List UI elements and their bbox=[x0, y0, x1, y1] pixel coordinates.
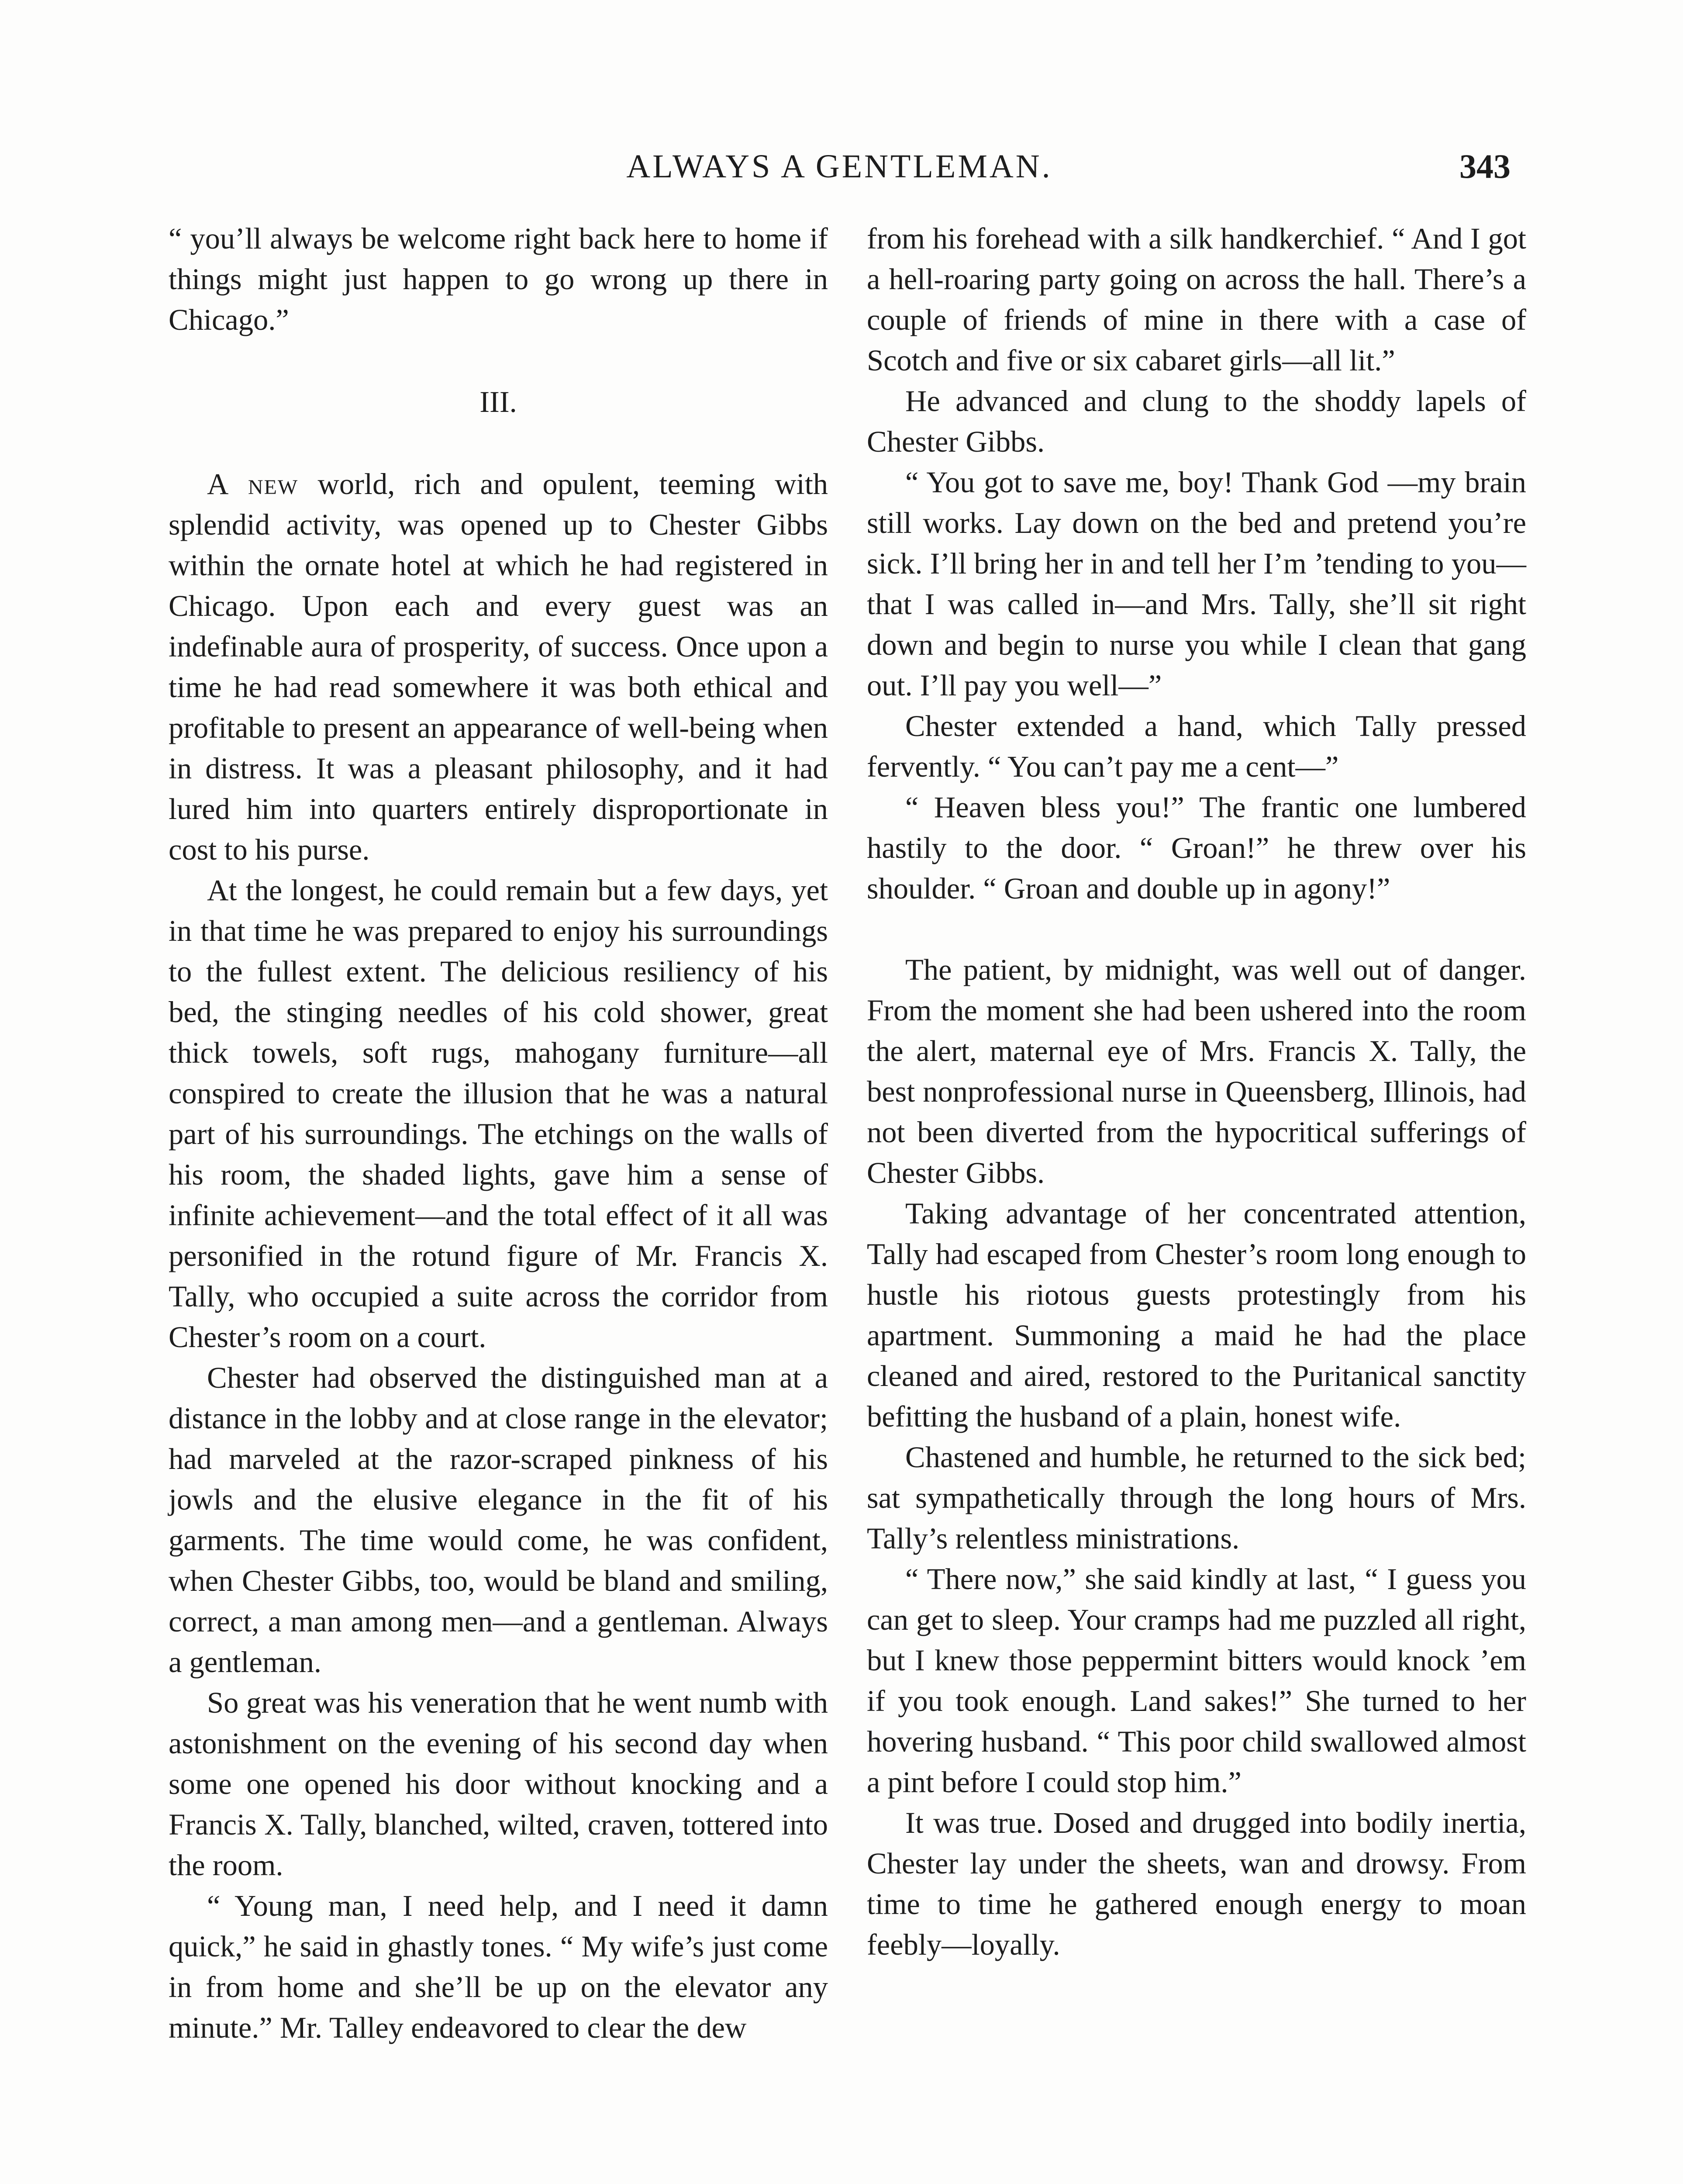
left-column bbox=[169, 218, 828, 2048]
page-number: 343 bbox=[1459, 147, 1511, 185]
paragraph-text: world, rich and opulent, teeming with splendid activity, was opened up to Chester Gibbs within the ornate hotel at which he had registered in Chicago. Upon each and every guest was an indefinable aura of prosperity, of success. Once upon a time he had read somewhere it was both ethical and profitable to present an appearance of well-being when in distress. It was a pleasant philosophy, and it had lured him into quarters entirely disproportionate in cost to his purse. bbox=[169, 467, 828, 866]
paragraph: “ Young man, I need help, and I need it damn quick,” he said in ghastly tones. “ My wife’s just come in from home and she’ll be up on the elevator any minute.” Mr. Talley endeavored to clear the dew bbox=[169, 1889, 828, 2044]
running-title: ALWAYS A GENTLEMAN. bbox=[626, 148, 1052, 185]
paragraph: Chester extended a hand, which Tally pressed fervently. “ You can’t pay me a cent—” bbox=[867, 709, 1526, 783]
paragraph: Chastened and humble, he returned to the sick bed; sat sympathetically through the long hours of Mrs. Tally’s relentless ministrations. bbox=[867, 1441, 1526, 1555]
paragraph: Taking advantage of her concentrated attention, Tally had escaped from Chester’s room long enough to hustle his riotous guests protestingly from his apartment. Summoning a maid he had the place cleaned and aired, restored to the Puritanical sanctity befitting the husband of a plain, honest wife. bbox=[867, 1197, 1526, 1433]
right-column bbox=[867, 218, 1526, 1965]
paragraph: It was true. Dosed and drugged into bodily inertia, Chester lay under the sheets, wan and drowsy. From time to time he gathered enough energy to moan feebly—loyally. bbox=[867, 1806, 1526, 1961]
paragraph: So great was his veneration that he went numb with astonishment on the evening of his second day when some one opened his door without knocking and a Francis X. Tally, blanched, wilted, craven, tottered into the room. bbox=[169, 1686, 828, 1882]
paragraph: “ Heaven bless you!” The frantic one lumbered hastily to the door. “ Groan!” he threw over his shoulder. “ Groan and double up in agony!” bbox=[867, 791, 1526, 905]
paragraph: At the longest, he could remain but a few days, yet in that time he was prepared to enjoy his surroundings to the fullest extent. The delicious resiliency of his bed, the stinging needles of his cold shower, great thick towels, soft rugs, mahogany furniture—all conspired to create the illusion that he was a natural part of his surroundings. The etchings on the walls of his room, the shaded lights, gave him a sense of infinite achievement—and the total effect of it all was personified in the rotund figure of Mr. Francis X. Tally, who occupied a suite across the corridor from Chester’s room on a court. bbox=[169, 874, 828, 1354]
paragraph bbox=[169, 464, 828, 870]
paragraph: He advanced and clung to the shoddy lapels of Chester Gibbs. bbox=[867, 384, 1526, 458]
paragraph: Chester had observed the distinguished man at a distance in the lobby and at close range in the elevator; had marveled at the razor-scraped pinkness of his jowls and the elusive elegance in the fit of his garments. The time would come, he was confident, when Chester Gibbs, too, would be bland and smiling, correct, a man among men—and a gentleman. Always a gentleman. bbox=[169, 1361, 828, 1679]
paragraph: “ you’ll always be welcome right back here to home if things might just happen to go wrong up there in Chicago.” bbox=[169, 222, 828, 336]
section-heading: III. bbox=[479, 385, 517, 418]
opening-words: A new bbox=[207, 467, 299, 501]
paragraph: “ There now,” she said kindly at last, “ I guess you can get to sleep. Your cramps had me puzzled all right, but I knew those peppermint bitters would knock ’em if you took enough. Land sakes!” She turned to her hovering husband. “ This poor child swallowed almost a pint before I could stop him.” bbox=[867, 1562, 1526, 1799]
paragraph: “ You got to save me, boy! Thank God —my brain still works. Lay down on the bed and pretend you’re sick. I’ll bring her in and tell her I’m ’tending to you—that I was called in—and Mrs. Tally, she’ll sit right down and begin to nurse you while I clean that gang out. I’ll pay you well—” bbox=[867, 466, 1526, 702]
paragraph: from his forehead with a silk handkerchief. “ And I got a hell-roaring party going on across the hall. There’s a couple of friends of mine in there with a case of Scotch and five or six cabaret girls—all lit.” bbox=[867, 222, 1526, 377]
running-head bbox=[168, 142, 1511, 190]
paragraph: The patient, by midnight, was well out of danger. From the moment she had been ushered into the room the alert, maternal eye of Mrs. Francis X. Tally, the best nonprofessional nurse in Queensberg, Illinois, had not been diverted from the hypocritical sufferings of Chester Gibbs. bbox=[867, 953, 1526, 1189]
